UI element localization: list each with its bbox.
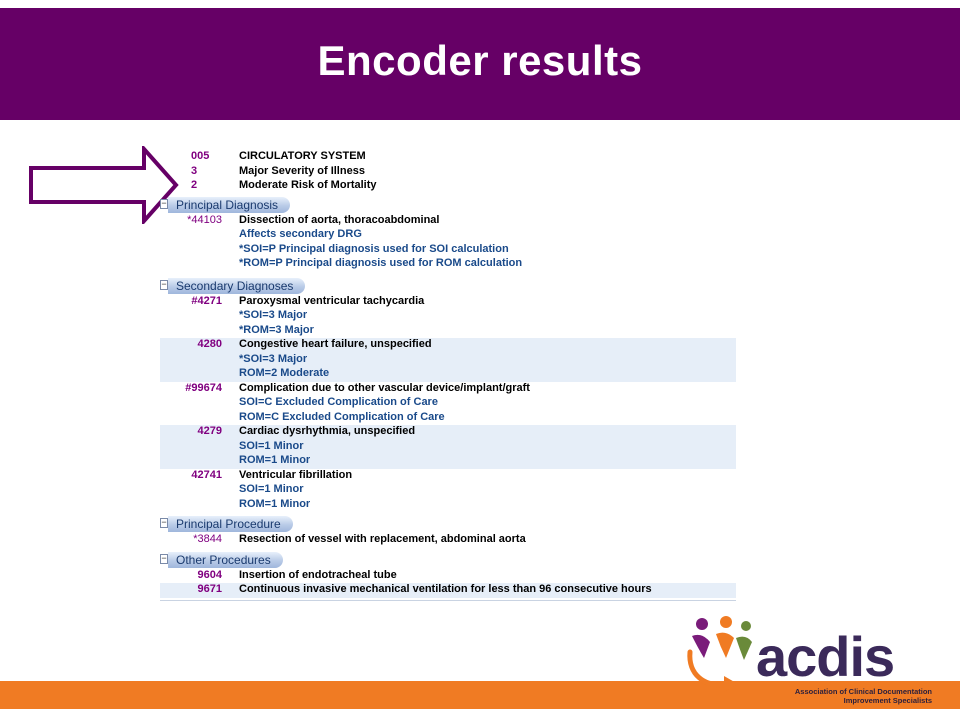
soi-value: *SOI=3 Major — [239, 309, 308, 321]
section-label: Secondary Diagnoses — [168, 278, 305, 294]
logo-line-2: Improvement Specialists — [843, 695, 932, 705]
rom-value: *ROM=3 Major — [239, 323, 314, 336]
diagnosis-desc: Ventricular fibrillation — [239, 468, 353, 481]
principal-diagnosis-header[interactable] — [160, 195, 736, 214]
secondary-diagnosis-entry — [160, 469, 736, 513]
diagnosis-code: *44103 — [187, 213, 222, 226]
procedure-code: *3844 — [193, 533, 222, 545]
diagnosis-code: 4280 — [197, 338, 222, 350]
diagnosis-desc: Cardiac dysrhythmia, unspecified — [239, 425, 416, 437]
other-procedures-header[interactable] — [160, 550, 736, 569]
rom-desc: Moderate Risk of Mortality — [239, 179, 377, 191]
encoder-results-panel — [160, 150, 736, 601]
collapse-icon[interactable]: − — [161, 197, 167, 208]
soi-desc: Major Severity of Illness — [239, 164, 365, 177]
principal-procedure-header[interactable] — [160, 514, 736, 533]
procedure-desc: Resection of vessel with replacement, abdominal aorta — [239, 533, 526, 545]
diagnosis-code: 4279 — [197, 425, 222, 437]
secondary-diagnosis-entry — [160, 382, 736, 426]
diagnosis-note: *ROM=P Principal diagnosis used for ROM calculation — [239, 257, 523, 269]
drg-desc: CIRCULATORY SYSTEM — [239, 150, 366, 162]
soi-code: 3 — [191, 164, 198, 177]
soi-value: SOI=1 Minor — [239, 439, 304, 452]
section-label: Principal Procedure — [168, 516, 293, 532]
collapse-icon[interactable]: − — [161, 278, 167, 289]
diagnosis-desc: Complication due to other vascular device/implant/graft — [239, 381, 530, 394]
rom-code: 2 — [191, 179, 198, 191]
other-procedure-entry — [160, 569, 736, 584]
collapse-icon[interactable]: − — [161, 552, 167, 563]
diagnosis-code: #4271 — [191, 294, 222, 307]
slide-title: Encoder results — [317, 37, 643, 84]
diagnosis-note: Affects secondary DRG — [239, 228, 362, 240]
principal-diagnosis-entry — [160, 214, 736, 272]
divider — [160, 600, 736, 601]
rom-row — [160, 179, 736, 194]
rom-value: ROM=1 Minor — [239, 454, 311, 466]
drg-row — [160, 150, 736, 165]
logo-line-1: Association of Clinical Documentation — [794, 687, 932, 696]
diagnosis-note: *SOI=P Principal diagnosis used for SOI calculation — [239, 242, 509, 255]
diagnosis-desc: Paroxysmal ventricular tachycardia — [239, 294, 425, 307]
diagnosis-desc: Dissection of aorta, thoracoabdominal — [239, 213, 440, 226]
drg-code: 005 — [191, 150, 210, 162]
soi-value: SOI=C Excluded Complication of Care — [239, 396, 438, 408]
procedure-desc: Insertion of endotracheal tube — [239, 568, 397, 581]
secondary-diagnosis-entry — [160, 425, 736, 469]
secondary-diagnosis-entry — [160, 295, 736, 339]
diagnosis-desc: Congestive heart failure, unspecified — [239, 338, 432, 350]
collapse-icon[interactable]: − — [161, 517, 167, 527]
logo-tagline — [752, 688, 932, 705]
rom-value: ROM=1 Minor — [239, 497, 311, 510]
rom-value: ROM=C Excluded Complication of Care — [239, 410, 445, 423]
section-label: Other Procedures — [168, 552, 283, 568]
principal-procedure-entry — [160, 533, 736, 548]
soi-row — [160, 165, 736, 180]
procedure-desc: Continuous invasive mechanical ventilation for less than 96 consecutive hours — [239, 583, 652, 595]
secondary-diagnosis-entry — [160, 338, 736, 382]
rom-value: ROM=2 Moderate — [239, 367, 330, 379]
secondary-diagnoses-header[interactable] — [160, 276, 736, 295]
soi-value: *SOI=3 Major — [239, 352, 308, 365]
procedure-code: 9671 — [197, 583, 222, 595]
procedure-code: 9604 — [197, 568, 222, 581]
svg-text:acdis: acdis — [756, 625, 895, 688]
diagnosis-code: 42741 — [191, 468, 222, 481]
diagnosis-code: #99674 — [185, 381, 222, 394]
pointer-arrow-icon — [28, 146, 180, 224]
section-label: Principal Diagnosis — [168, 197, 290, 213]
other-procedure-entry — [160, 583, 736, 598]
soi-value: SOI=1 Minor — [239, 483, 304, 495]
